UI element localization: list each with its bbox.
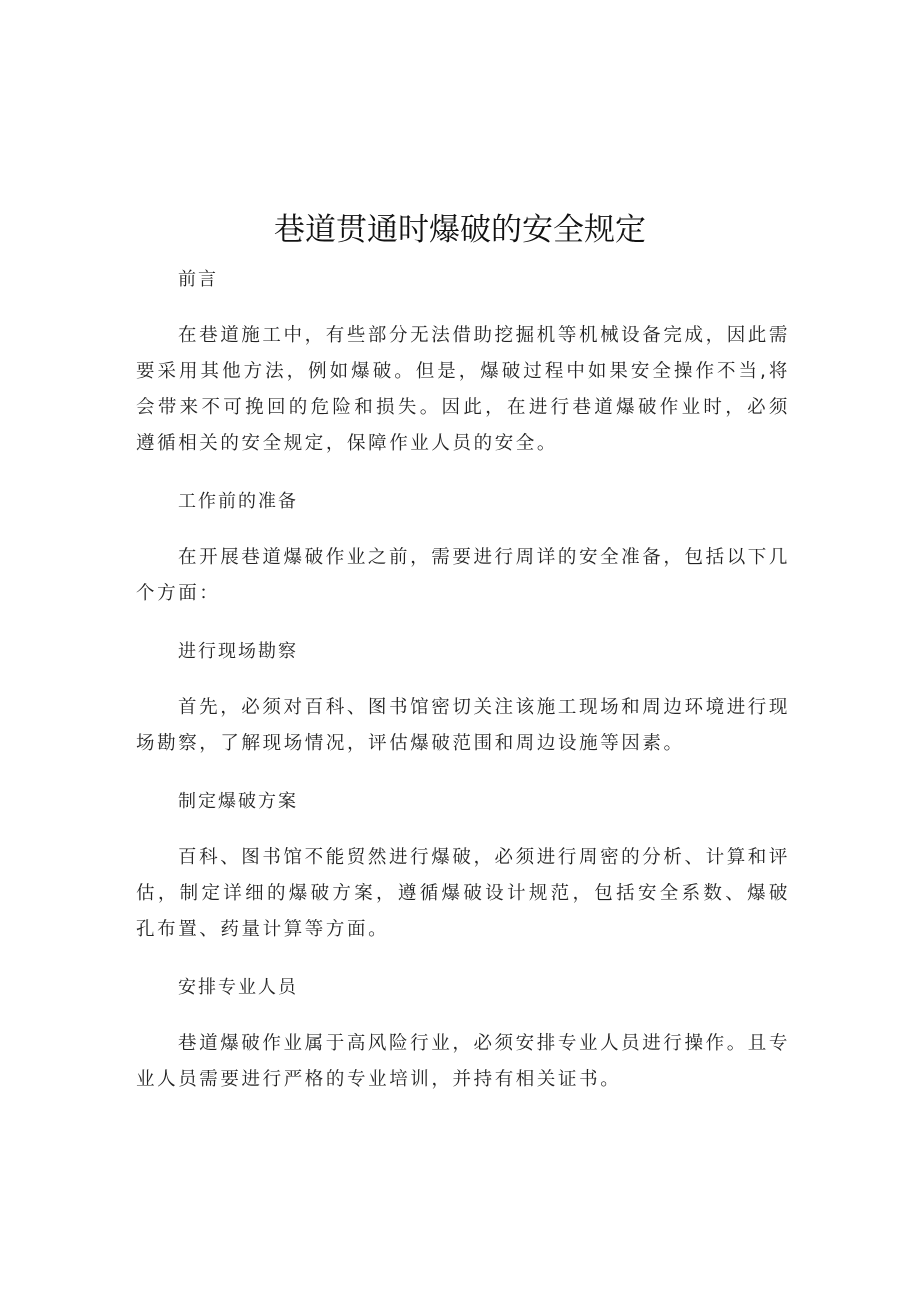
section-heading: 进行现场勘察 (178, 641, 298, 662)
section-blasting-plan (136, 784, 790, 970)
section-heading: 安排专业人员 (178, 977, 298, 998)
section-professional-staff (136, 970, 790, 1098)
section-paragraph: 巷道爆破作业属于高风险行业，必须安排专业人员进行操作。且专业人员需要进行严格的专业培训，并持有相关证书。 (136, 1033, 790, 1090)
document-title: 巷道贯通时爆破的安全规定 (274, 212, 646, 248)
section-preface (136, 262, 790, 484)
section-heading: 工作前的准备 (178, 491, 298, 512)
section-heading: 制定爆破方案 (178, 791, 298, 812)
section-heading: 前言 (178, 269, 218, 290)
section-site-survey (136, 634, 790, 784)
section-paragraph: 百科、图书馆不能贸然进行爆破，必须进行周密的分析、计算和评估，制定详细的爆破方案，遵循爆破设计规范，包括安全系数、爆破孔布置、药量计算等方面。 (136, 847, 790, 940)
section-preparation (136, 484, 790, 634)
document-body (136, 262, 790, 1098)
section-paragraph: 首先，必须对百科、图书馆密切关注该施工现场和周边环境进行现场勘察，了解现场情况，评估爆破范围和周边设施等因素。 (136, 697, 790, 754)
section-paragraph: 在巷道施工中，有些部分无法借助挖掘机等机械设备完成，因此需要采用其他方法，例如爆破。但是，爆破过程中如果安全操作不当,将会带来不可挽回的危险和损失。因此，在进行巷道爆破作业时，必须遵循相关的安全规定，保障作业人员的安全。 (136, 325, 790, 454)
section-paragraph: 在开展巷道爆破作业之前，需要进行周详的安全准备，包括以下几个方面： (136, 547, 790, 604)
